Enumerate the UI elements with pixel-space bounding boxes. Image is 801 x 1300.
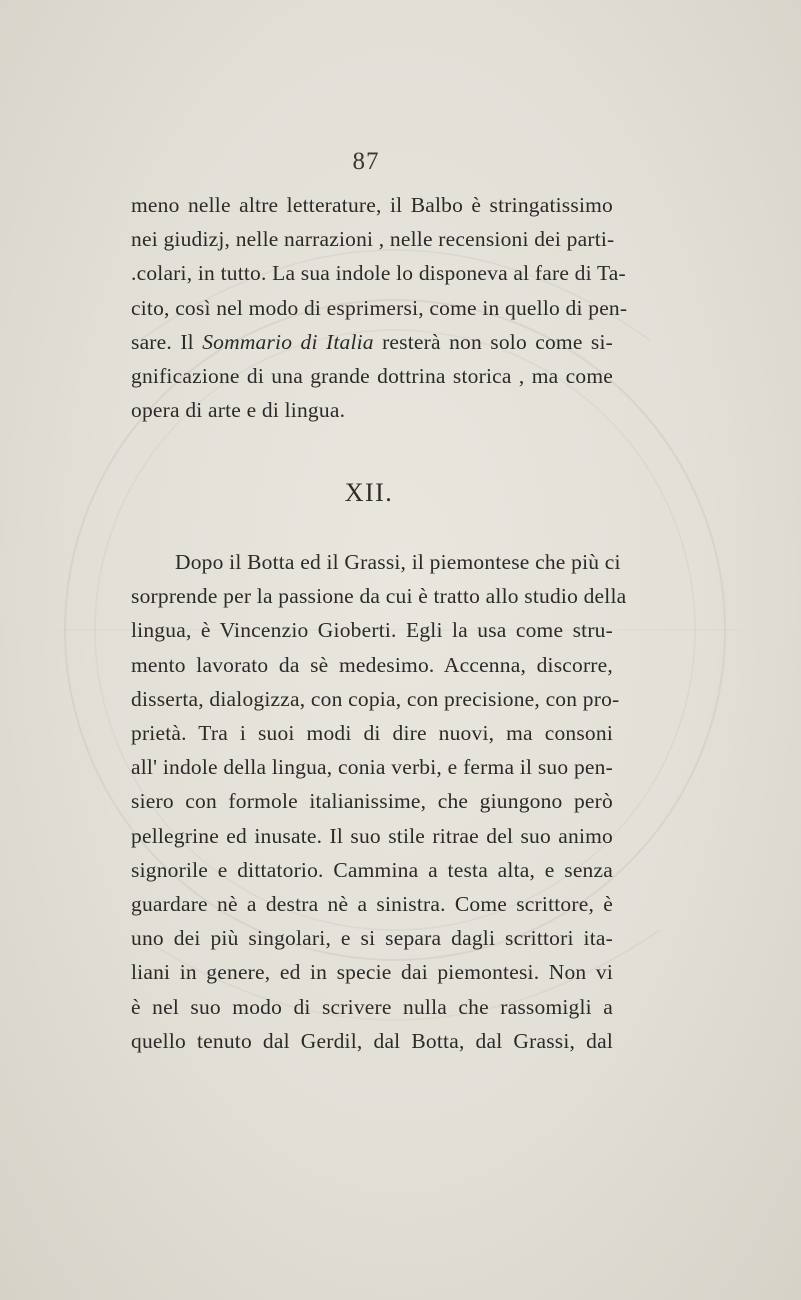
text-line: opera di arte e di lingua. <box>131 398 346 423</box>
paragraph-continuation <box>131 188 628 427</box>
text-line: gnificazione di una grande dottrina storica , ma come <box>131 364 613 389</box>
text-line: è nel suo modo di scrivere nulla che rassomigli a <box>131 994 613 1019</box>
text-line: siero con formole italianissime, che giungono però <box>131 789 613 814</box>
text-line: uno dei più singolari, e si separa dagli scrittori ita- <box>131 926 613 951</box>
text-line: sorprende per la passione da cui è tratto allo studio della <box>131 584 627 609</box>
text-line <box>131 325 613 359</box>
text-line: guardare nè a destra nè a sinistra. Come scrittore, è <box>131 892 613 917</box>
book-title-italic: Sommario di Italia <box>202 329 374 354</box>
text-line: .colari, in tutto. La sua indole lo disponeva al fare di Ta- <box>131 261 626 286</box>
text-line: Dopo il Botta ed il Grassi, il piemontese che più ci <box>175 550 621 574</box>
section-heading: XII. <box>344 478 394 507</box>
text-line: prietà. Tra i suoi modi di dire nuovi, ma consoni <box>131 721 613 746</box>
text-line: nei giudizj, nelle narrazioni , nelle recensioni dei parti- <box>131 227 615 252</box>
text-line: all' indole della lingua, conia verbi, e ferma il suo pen- <box>131 755 613 780</box>
text-line: meno nelle altre letterature, il Balbo è stringatissimo <box>131 193 613 217</box>
text-line: pellegrine ed inusate. Il suo stile ritrae del suo animo <box>131 823 613 848</box>
text-line: liani in genere, ed in specie dai piemontesi. Non vi <box>131 960 613 985</box>
text-line: cito, così nel modo di esprimersi, come in quello di pen- <box>131 295 628 320</box>
text-line: quello tenuto dal Gerdil, dal Botta, dal Grassi, dal <box>131 1028 613 1053</box>
text-line: lingua, è Vincenzio Gioberti. Egli la usa come stru- <box>131 618 613 643</box>
text-line: mento lavorato da sè medesimo. Accenna, discorre, <box>131 652 613 677</box>
text-line-start: sare. Il <box>131 329 203 354</box>
page-number: 87 <box>352 148 380 175</box>
text-line: signorile e dittatorio. Cammina a testa alta, e senza <box>131 857 613 882</box>
text-line: disserta, dialogizza, con copia, con precisione, con pro- <box>131 686 620 711</box>
paragraph-section-xii <box>131 545 627 1058</box>
text-line-end: resterà non solo come si- <box>373 329 614 354</box>
